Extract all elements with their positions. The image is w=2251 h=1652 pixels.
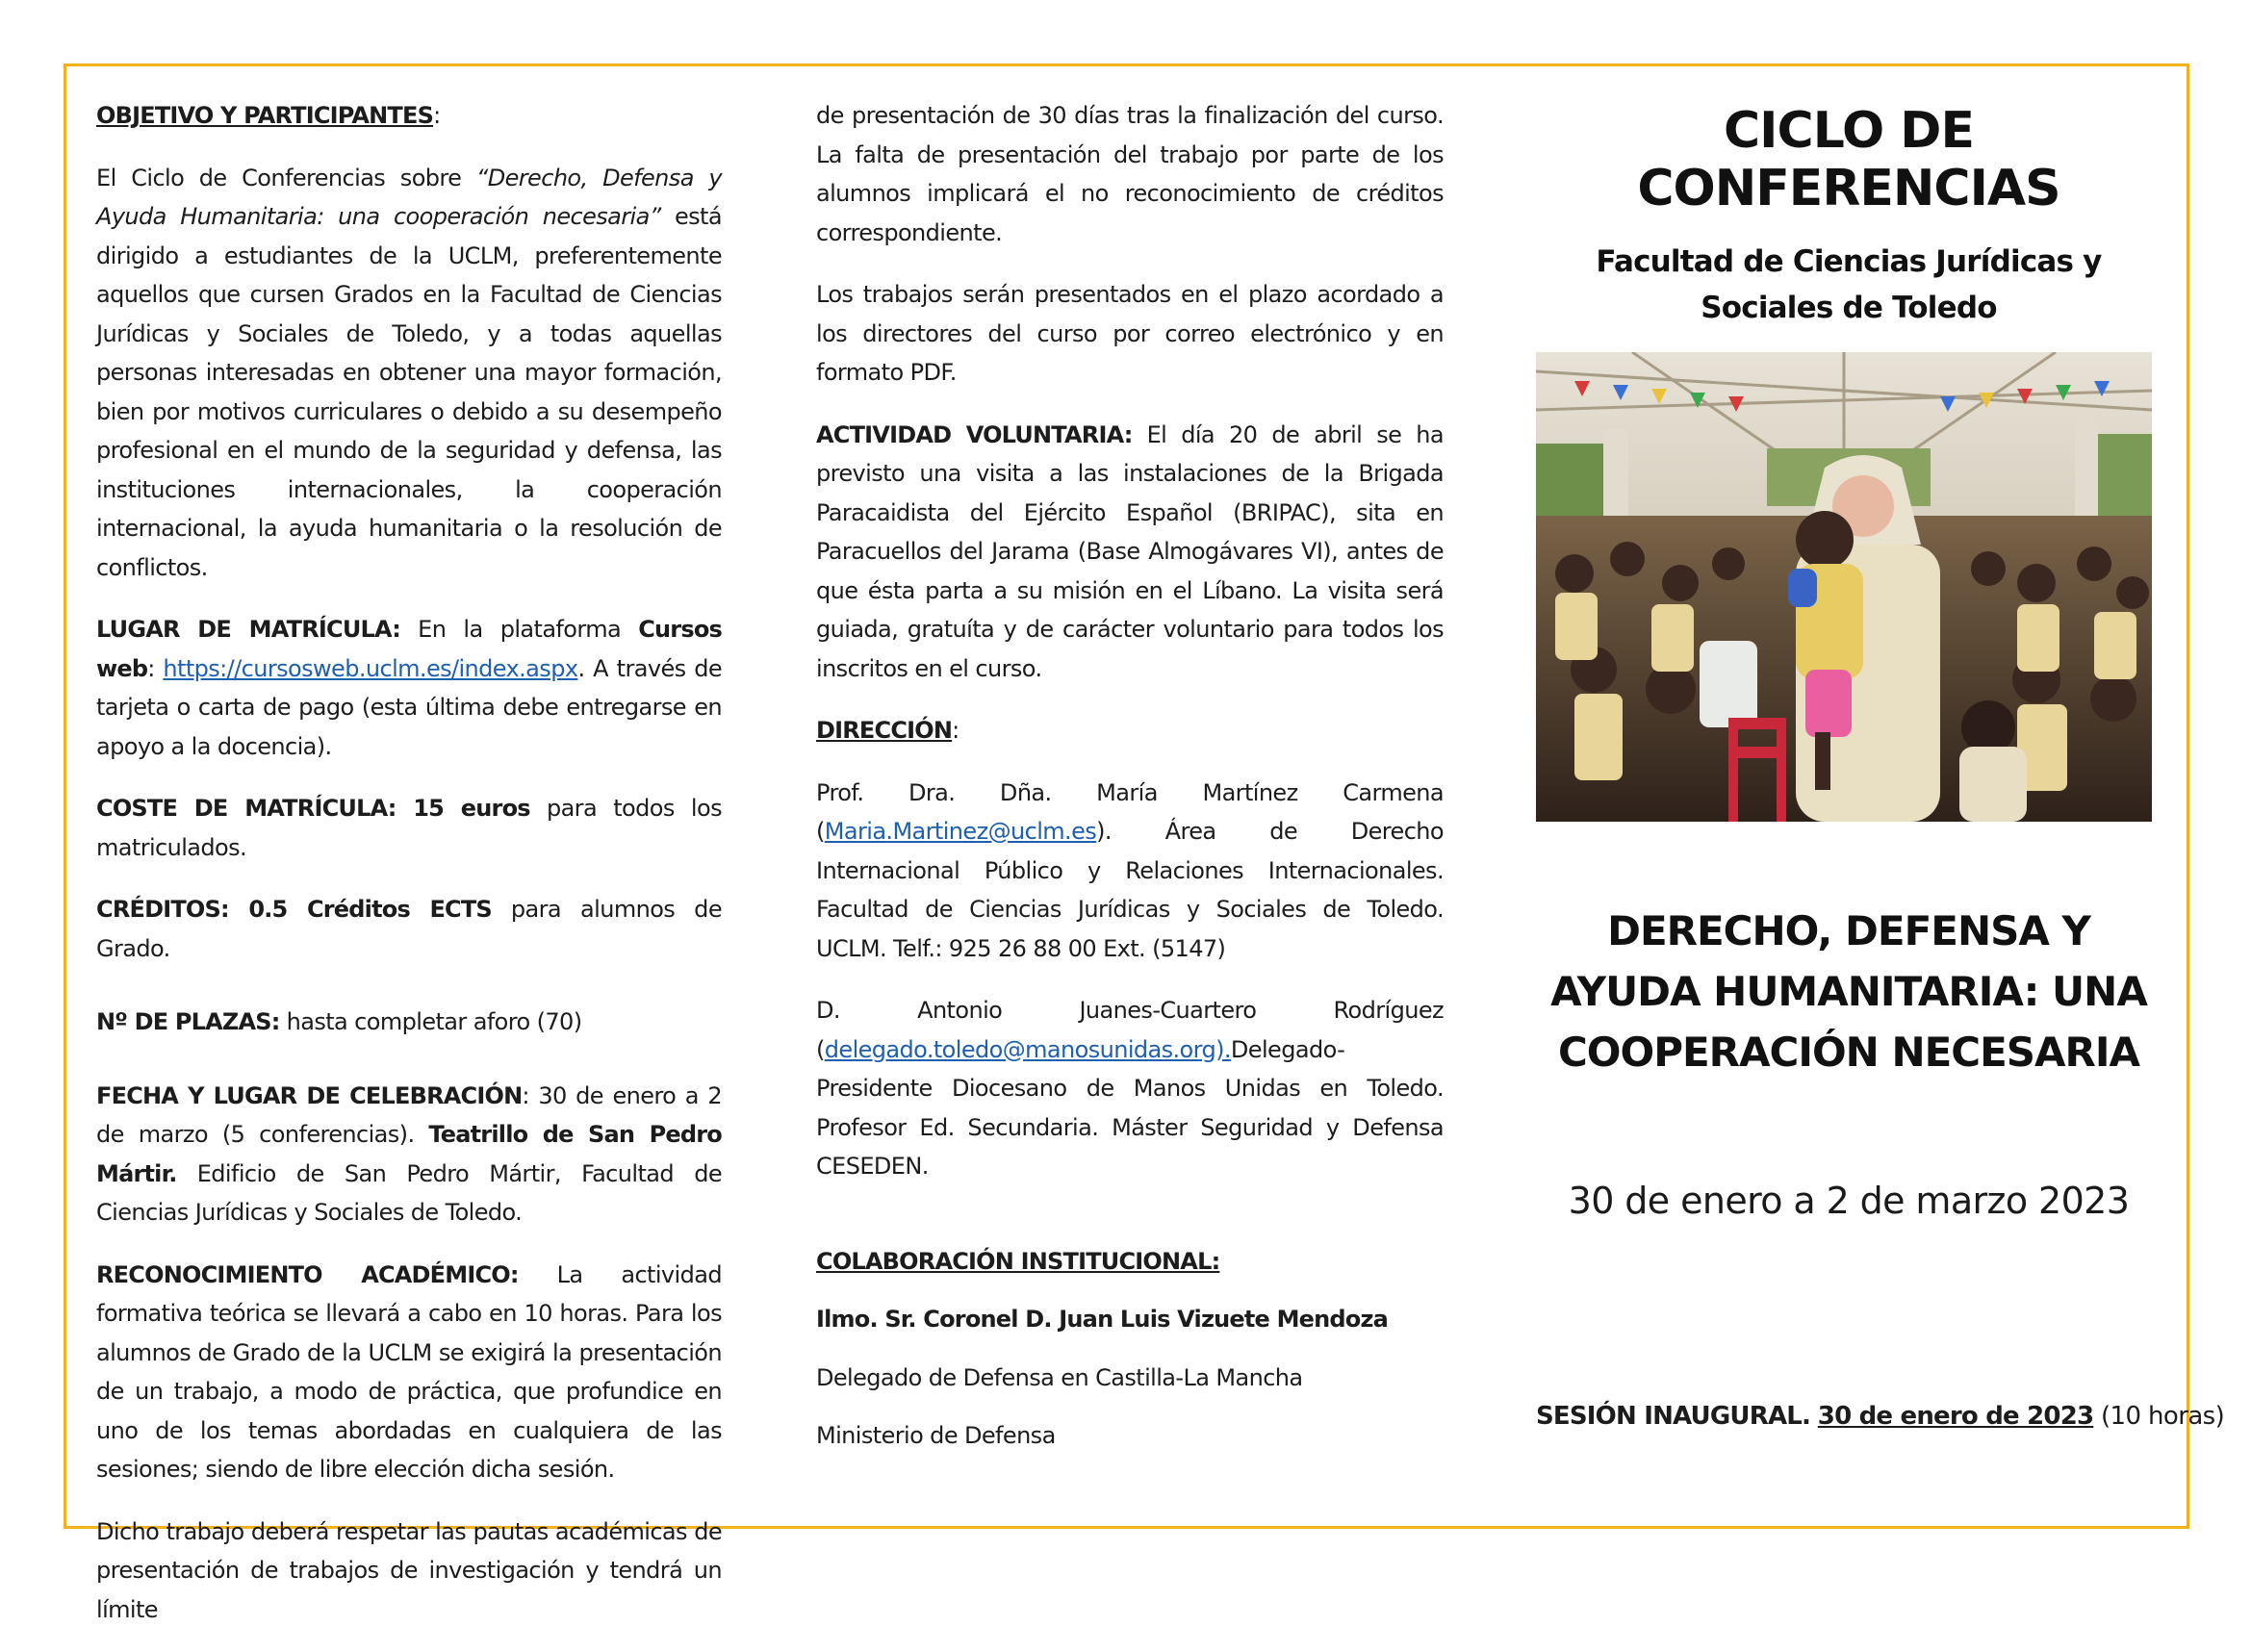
coste-section: COSTE DE MATRÍCULA: 15 euros para todos los matriculados. bbox=[96, 795, 722, 861]
event-photo-illustration bbox=[1536, 352, 2152, 822]
direccion-heading: DIRECCIÓN bbox=[816, 717, 953, 744]
reconocimiento-section: RECONOCIMIENTO ACADÉMICO: La actividad formativa teórica se llevará a cabo en 10 horas. Para los alumnos de Grado de la UCLM se exigirá la presentación de un trabajo, a modo de práctica, que profundice en uno de los temas abordadas en cualquiera de las sesiones; siendo de libre elección dicha sesión. bbox=[96, 1260, 722, 1483]
plazas-heading: Nº DE PLAZAS: bbox=[96, 1008, 280, 1035]
director-2: D. Antonio Juanes-Cuartero Rodríguez (delegado.toledo@manosunidas.org).Delegado-Presidente Diocesano de Manos Unidas en Toledo. Profesor Ed. Secundaria. Máster Seguridad y Defensa CESEDEN. bbox=[816, 997, 1444, 1180]
column-middle bbox=[816, 96, 1444, 1479]
director-1: Prof. Dra. Dña. María Martínez Carmena (Maria.Martinez@uclm.es). Área de Derecho Internacional Público y Relaciones Internacionales. Facultad de Ciencias Jurídicas y Sociales de Toledo. UCLM. Telf.: 925 26 88 00 Ext. (5147) bbox=[816, 778, 1444, 962]
colab-org: Ministerio de Defensa bbox=[816, 1422, 1056, 1449]
cycle-title: CICLO DE CONFERENCIAS bbox=[1637, 102, 2060, 217]
cursosweb-link[interactable]: https://cursosweb.uclm.es/index.aspx bbox=[163, 654, 578, 682]
plazas-section: Nº DE PLAZAS: hasta completar aforo (70) bbox=[96, 1008, 582, 1035]
actividad-section: ACTIVIDAD VOLUNTARIA: El día 20 de abril se ha previsto una visita a las instalaciones de la Brigada Paracaidista del Ejército Español (BRIPAC), sita en Paracuellos del Jarama (Base Almogávares VI), antes de que ésta parta a su misión en el Líbano. La visita será guiada, gratuíta y de carácter voluntario para todos los inscritos en el curso. bbox=[816, 420, 1444, 682]
fecha-section: FECHA Y LUGAR DE CELEBRACIÓN: 30 de enero a 2 de marzo (5 conferencias). Teatrillo de San Pedro Mártir. Edificio de San Pedro Mártir, Facultad de Ciencias Jurídicas y Sociales de Toledo. bbox=[96, 1081, 722, 1226]
inaugural-session bbox=[1536, 1397, 2225, 1436]
course-dates: 30 de enero a 2 de marzo 2023 bbox=[1568, 1180, 2130, 1222]
creditos-heading: CRÉDITOS: 0.5 Créditos ECTS bbox=[96, 896, 492, 923]
lugar-section: LUGAR DE MATRÍCULA: En la plataforma Cursos web: https://cursosweb.uclm.es/index.aspx. A través de tarjeta o carta de pago (esta última debe entregarse en apoyo a la docencia). bbox=[96, 616, 722, 760]
inaugural-hours: (10 horas) bbox=[2093, 1402, 2225, 1431]
creditos-section: CRÉDITOS: 0.5 Créditos ECTS para alumnos de Grado. bbox=[96, 896, 722, 962]
objetivo-section: OBJETIVO Y PARTICIPANTES: bbox=[96, 102, 441, 129]
dicho-trabajo-text: Dicho trabajo deberá respetar las pautas académicas de presentación de trabajos de investigación y tendrá un límite bbox=[96, 1517, 722, 1623]
colaboracion-section bbox=[816, 1242, 1444, 1282]
course-title-italic: “Derecho, Defensa y Ayuda Humanitaria: una cooperación necesaria” bbox=[96, 164, 722, 230]
objetivo-heading: OBJETIVO Y PARTICIPANTES bbox=[96, 102, 434, 129]
lugar-heading: LUGAR DE MATRÍCULA: bbox=[96, 616, 401, 643]
column-right bbox=[1536, 96, 2225, 1431]
continuation-text: de presentación de 30 días tras la finalización del curso. La falta de presentación del trabajo por parte de los alumnos implicará el no reconocimiento de créditos correspondiente. bbox=[816, 102, 1444, 246]
fecha-heading: FECHA Y LUGAR DE CELEBRACIÓN bbox=[96, 1081, 523, 1109]
inaugural-label: SESIÓN INAUGURAL. bbox=[1536, 1402, 1811, 1431]
actividad-heading: ACTIVIDAD VOLUNTARIA: bbox=[816, 420, 1133, 448]
direccion-section: DIRECCIÓN: bbox=[816, 717, 959, 744]
director-1-email-link[interactable]: Maria.Martinez@uclm.es bbox=[824, 818, 1097, 845]
faculty-name: Facultad de Ciencias Jurídicas y Sociales de Toledo bbox=[1596, 244, 2102, 325]
column-left bbox=[96, 96, 722, 1652]
course-main-title: DERECHO, DEFENSA Y AYUDA HUMANITARIA: UNA COOPERACIÓN NECESARIA bbox=[1550, 907, 2147, 1076]
inaugural-date: 30 de enero de 2023 bbox=[1817, 1402, 2094, 1431]
event-photo bbox=[1536, 352, 2152, 822]
reconocimiento-heading: RECONOCIMIENTO ACADÉMICO: bbox=[96, 1260, 519, 1288]
coste-heading: COSTE DE MATRÍCULA: 15 euros bbox=[96, 795, 530, 822]
objetivo-text: El Ciclo de Conferencias sobre “Derecho, Defensa y Ayuda Humanitaria: una cooperación necesaria” está dirigido a estudiantes de la UCLM, preferentemente aquellos que cursen Grados en la Facultad de Ciencias Jurídicas y Sociales de Toledo, y a todas aquellas personas interesadas en obtener una mayor formación, bien por motivos curriculares o debido a su desempeño profesional en el mundo de la seguridad y defensa, las instituciones internacionales, la cooperación internacional, la ayuda humanitaria o la resolución de conflictos. bbox=[96, 164, 722, 581]
director-2-email-link[interactable]: delegado.toledo@manosunidas.org). bbox=[824, 1035, 1231, 1063]
colaboracion-heading: COLABORACIÓN INSTITUCIONAL: bbox=[816, 1247, 1220, 1275]
trabajos-text: Los trabajos serán presentados en el plazo acordado a los directores del curso por correo electrónico y en formato PDF. bbox=[816, 281, 1444, 386]
colab-name: Ilmo. Sr. Coronel D. Juan Luis Vizuete Mendoza bbox=[816, 1306, 1389, 1333]
colab-role: Delegado de Defensa en Castilla-La Mancha bbox=[816, 1363, 1303, 1391]
